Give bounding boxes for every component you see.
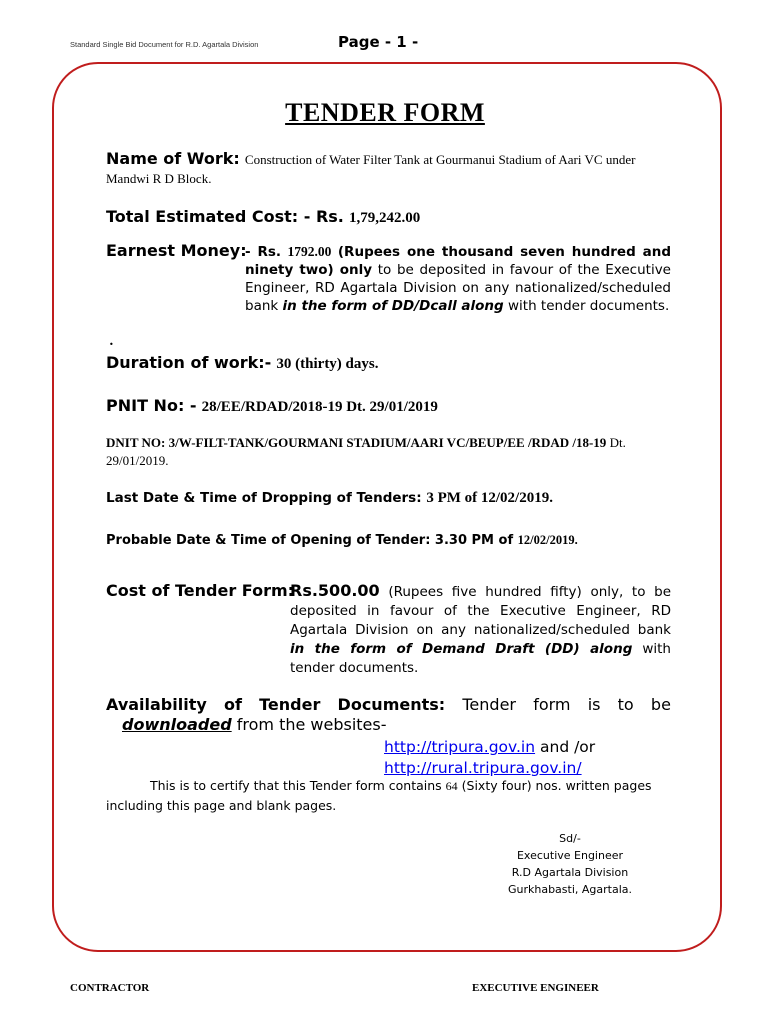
cost-text-end: with tender documents. <box>290 641 671 676</box>
availability-word: form <box>533 695 571 714</box>
earnest-mode: in the form of DD/Dcall along <box>282 298 504 314</box>
signature-designation: Executive Engineer <box>516 849 624 862</box>
availability-line <box>106 695 671 714</box>
name-of-work <box>106 150 671 188</box>
availability-of-documents <box>106 695 671 734</box>
signature-address: Gurkhabasti, Agartala. <box>507 883 633 896</box>
total-cost-label: Total Estimated Cost: - Rs. <box>106 207 344 226</box>
websites-text: from the websites- <box>236 715 387 734</box>
website-links <box>384 737 595 779</box>
availability-word: Documents: <box>337 695 446 714</box>
duration-of-work <box>106 353 671 373</box>
availability-word: Availability <box>106 695 207 714</box>
document-title: TENDER FORM <box>285 98 485 127</box>
link-separator: and /or <box>540 738 596 756</box>
earnest-text-end: with tender documents. <box>508 298 670 314</box>
certify-text-end: (Sixty four) nos. written pages including this page and blank pages. <box>106 778 652 813</box>
downloaded-word: downloaded <box>122 715 232 734</box>
availability-word: be <box>650 695 671 714</box>
availability-word: to <box>617 695 634 714</box>
name-of-work-label: Name of Work: <box>106 149 240 168</box>
rural-tripura-link[interactable]: http://rural.tripura.gov.in/ <box>384 759 582 777</box>
probable-opening-date <box>106 533 671 548</box>
certification-text <box>106 776 671 815</box>
earnest-prefix: - Rs. <box>245 244 282 260</box>
footer-executive-engineer: EXECUTIVE ENGINEER <box>472 982 599 994</box>
page-border <box>52 62 722 952</box>
earnest-money-label: Earnest Money: <box>106 241 247 260</box>
pnit-number <box>106 396 671 416</box>
signature-division: R.D Agartala Division <box>511 866 629 879</box>
cost-of-form-body <box>290 581 671 678</box>
total-estimated-cost <box>106 207 671 227</box>
tripura-gov-link[interactable]: http://tripura.gov.in <box>384 738 536 756</box>
last-date-label: Last Date & Time of Dropping of Tenders: <box>106 490 422 506</box>
page-count: 64 <box>445 779 458 793</box>
last-date-value: 3 PM of 12/02/2019. <box>426 490 553 506</box>
earnest-amount: 1792.00 <box>287 244 332 259</box>
earnest-amount-words: (Rupees one thousand seven hundred and ninety two) only <box>245 244 672 278</box>
cost-mode: in the form of Demand Draft (DD) along <box>290 641 633 657</box>
cost-amount: Rs.500.00 <box>290 581 380 600</box>
total-cost-value: 1,79,242.00 <box>348 210 421 226</box>
earnest-text: to be deposited in favour of the Executive Engineer, RD Agartala Division on any nationalized/scheduled bank <box>245 262 671 314</box>
dnit-value: DNIT NO: 3/W-FILT-TANK/GOURMANI STADIUM/AARI VC/BEUP/EE /RDAD /18-19 <box>106 435 607 450</box>
probable-date-label: Probable Date & Time of Opening of Tender: 3.30 PM of <box>106 533 514 548</box>
page-number: Page - 1 - <box>338 33 419 51</box>
duration-value: 30 (thirty) days. <box>276 356 379 372</box>
last-date-of-dropping <box>106 490 671 507</box>
availability-word: Tender <box>462 695 516 714</box>
signature-sd: Sd/- <box>559 832 581 845</box>
availability-word: is <box>587 695 601 714</box>
cost-of-form-label: Cost of Tender Form: <box>106 581 295 600</box>
pnit-value: 28/EE/RDAD/2018-19 Dt. 29/01/2019 <box>201 399 438 415</box>
bullet-dot: • <box>109 340 114 349</box>
dnit-number <box>106 434 671 470</box>
availability-word: of <box>223 695 242 714</box>
name-of-work-value: Construction of Water Filter Tank at Gourmanui Stadium of Aari VC under Mandwi R D Block. <box>106 152 636 186</box>
earnest-money-body <box>245 243 671 315</box>
signature-block <box>470 830 670 898</box>
pnit-label: PNIT No: - <box>106 396 197 415</box>
probable-date-value: 12/02/2019. <box>517 533 578 547</box>
duration-label: Duration of work:- <box>106 353 272 372</box>
cost-text: (Rupees five hundred fifty) only, to be deposited in favour of the Executive Engineer, RD Agartala Division on any nationalized/scheduled bank <box>290 584 671 638</box>
availability-word: Tender <box>259 695 321 714</box>
footer-contractor: CONTRACTOR <box>70 982 150 994</box>
download-line <box>106 715 671 734</box>
running-head: Standard Single Bid Document for R.D. Agartala Division <box>70 40 259 49</box>
certify-text: This is to certify that this Tender form contains <box>150 778 442 793</box>
dnit-date: Dt. 29/01/2019. <box>106 435 626 468</box>
